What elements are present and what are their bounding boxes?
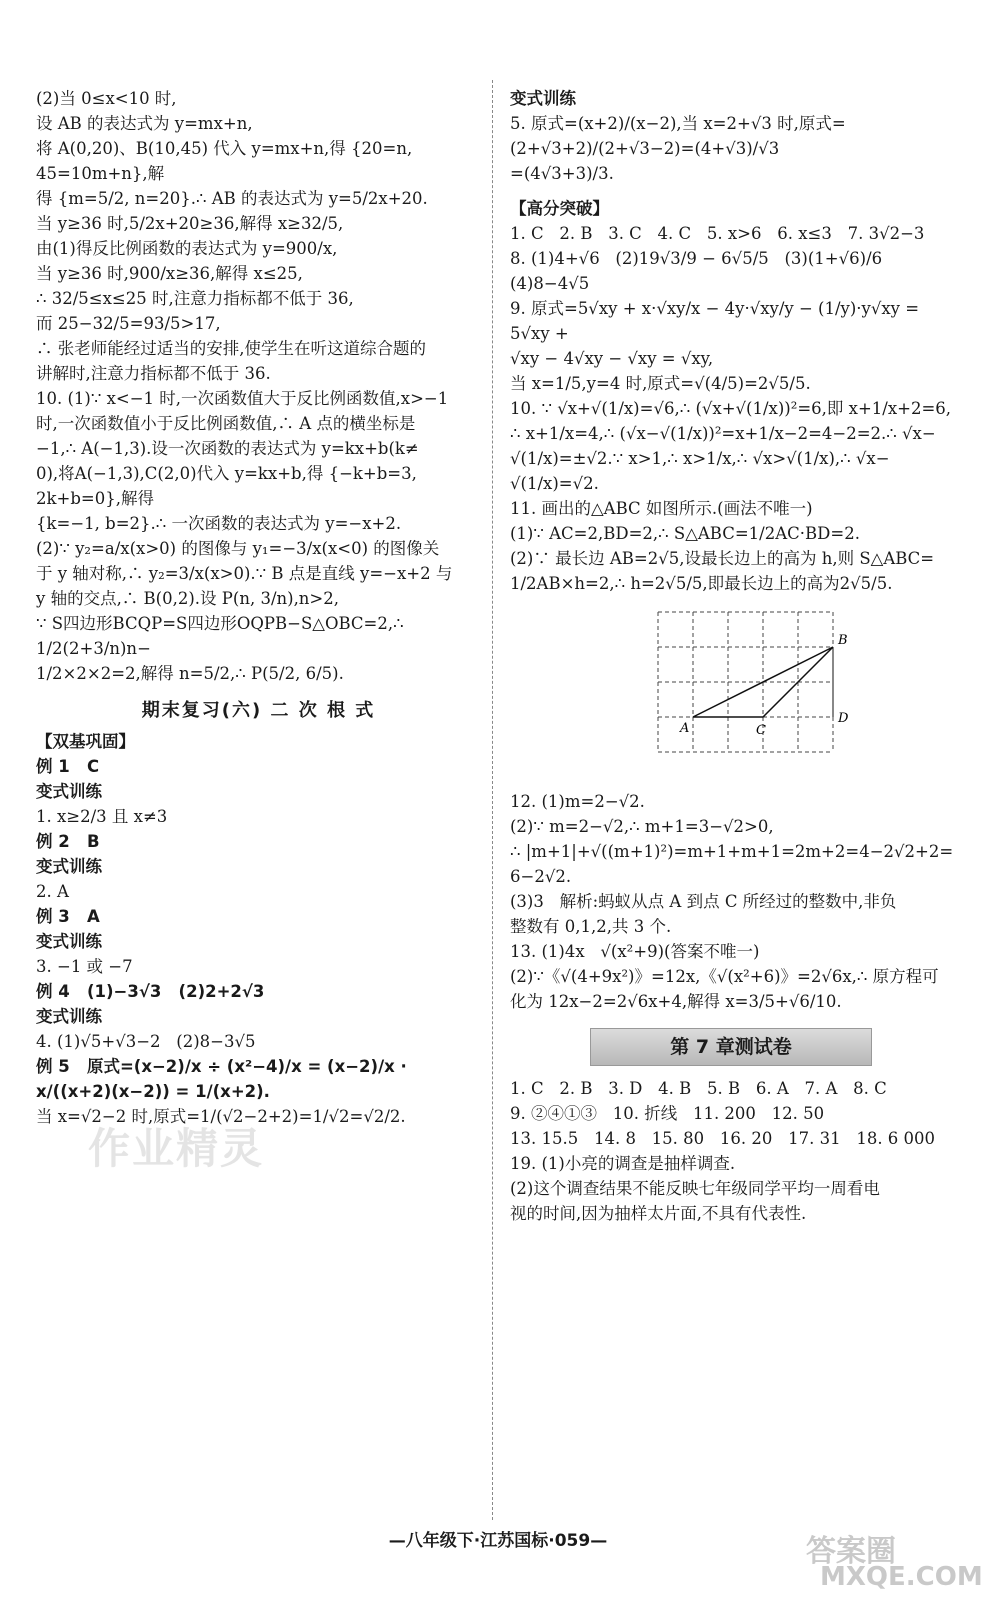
text-line: 于 y 轴对称,∴ y₂=3/x(x>0).∵ B 点是直线 y=−x+2 与 [36,564,453,583]
problems-12-13 [510,789,960,1014]
text-line: 得 {m=5/2, n=20}.∴ AB 的表达式为 y=5/2x+20. [36,189,428,208]
text-line: 9. 原式=5√xy + x·√xy/x − 4y·√xy/y − (1/y)·y√xy = 5√xy + [510,299,925,343]
right-column [510,86,960,1226]
text-line: (2)∵ y₂=a/x(x>0) 的图像与 y₁=−3/x(x<0) 的图像关 [36,539,440,558]
text-line: ∴ x+1/x=4,∴ (√x−√(1/x))²=x+1/x−2=4−2=2.∴ √x− [510,424,936,443]
left-solution-block [36,86,481,686]
text-line: (3)3 解析:蚂蚁从点 A 到点 C 所经过的整数中,非负 [510,892,897,911]
left-column [36,86,481,1129]
text-line: 10. ∵ √x+√(1/x)=√6,∴ (√x+√(1/x))²=6,即 x+1/x+2=6, [510,399,952,418]
text-line: 13. 15.5 14. 8 15. 80 16. 20 17. 31 18. 6 000 [510,1129,936,1148]
text-line: ∵ S四边形BCQP=S四边形OQPB−S△OBC=2,∴ 1/2(2+3/n)n− [36,614,409,658]
text-line: 2. A [36,882,69,901]
text-line: 当 x=1/5,y=4 时,原式=√(4/5)=2√5/5. [510,374,811,393]
label-a: A [680,721,690,736]
text-line: 9. ②④①③ 10. 折线 11. 200 12. 50 [510,1104,825,1123]
text-line: 1/2AB×h=2,∴ h=2√5/5,即最长边上的高为2√5/5. [510,574,893,593]
text-line: 13. (1)4x √(x²+9)(答案不唯一) [510,942,760,961]
text-line: ∴ 32/5≤x≤25 时,注意力指标都不低于 36, [36,289,354,308]
basics-answers [36,754,481,1129]
label-c: C [756,723,766,738]
text-line: 10. (1)∵ x<−1 时,一次函数值大于反比例函数值,x>−1 [36,389,449,408]
text-line: 整数有 0,1,2,共 3 个. [510,917,672,936]
text-line: =(4√3+3)/3. [510,164,614,183]
text-line: 变式训练 [36,857,102,876]
text-line: {k=−1, b=2}.∴ 一次函数的表达式为 y=−x+2. [36,514,402,533]
text-line: √(1/x)=±√2.∵ x>1,∴ x>1/x,∴ √x>√(1/x),∴ √x− [510,449,890,468]
text-line: ∴ |m+1|+√((m+1)²)=m+1+m+1=2m+2=4−2√2+2= [510,842,954,861]
watermark-zuoye: 作业精灵 [88,1124,265,1173]
text-line: 讲解时,注意力指标都不低于 36. [36,364,271,383]
variant-training-block [510,86,960,186]
text-line: 3. −1 或 −7 [36,957,133,976]
text-line: 8. (1)4+√6 (2)19√3/9 − 6√5/5 (3)(1+√6)/6 (4)8−4√5 [510,249,898,293]
text-line: √xy − 4√xy − √xy = √xy, [510,349,714,368]
text-line: 11. 画出的△ABC 如图所示.(画法不唯一) [510,499,813,518]
text-line: 时,一次函数值小于反比例函数值,∴ A 点的横坐标是 [36,414,416,433]
text-line: 而 25−32/5=93/5>17, [36,314,221,333]
text-line: (2)∵《√(4+9x²)》=12x,《√(x²+6)》=2√6x,∴ 原方程可 [510,967,939,986]
label-b: B [838,633,848,648]
text-line: 当 y≥36 时,900/x≥36,解得 x≤25, [36,264,303,283]
text-line: y 轴的交点,∴ B(0,2).设 P(n, 3/n),n>2, [36,589,340,608]
text-line: 变式训练 [36,932,102,951]
text-line: 将 A(0,20)、B(10,45) 代入 y=mx+n,得 {20=n, 45=10m+n},解 [36,139,418,183]
text-line: 1. C 2. B 3. D 4. B 5. B 6. A 7. A 8. C [510,1079,887,1098]
chapter-test-answers [510,1076,960,1226]
text-line: 化为 12x−2=2√6x+4,解得 x=3/5+√6/10. [510,992,842,1011]
text-line: (2)当 0≤x<10 时, [36,89,177,108]
text-line: ∴ 张老师能经过适当的安排,使学生在听这道综合题的 [36,339,426,358]
text-line: 例 2 B [36,832,100,851]
text-line: 0),将A(−1,3),C(2,0)代入 y=kx+b,得 {−k+b=3, 2k+b=0},解得 [36,464,423,508]
text-line: (2)∵ m=2−√2,∴ m+1=3−√2>0, [510,817,774,836]
text-line: 4. (1)√5+√3−2 (2)8−3√5 [36,1032,256,1051]
text-line: 1. x≥2/3 且 x≠3 [36,807,168,826]
label-d: D [838,711,849,726]
text-line: 变式训练 [36,1007,102,1026]
text-line: −1,∴ A(−1,3).设一次函数的表达式为 y=kx+b(k≠ [36,439,419,458]
breakthrough-answers [510,221,960,596]
text-line: 由(1)得反比例函数的表达式为 y=900/x, [36,239,338,258]
text-line: 例 3 A [36,907,100,926]
text-line: 12. (1)m=2−√2. [510,792,645,811]
text-line: (1)∵ AC=2,BD=2,∴ S△ABC=1/2AC·BD=2. [510,524,860,543]
text-line: 例 1 C [36,757,100,776]
text-line: 设 AB 的表达式为 y=mx+n, [36,114,253,133]
text-line: 5. 原式=(x+2)/(x−2),当 x=2+√3 时,原式=(2+√3+2)/(2+√3−2)=(4+√3)/√3 [510,114,846,158]
text-line: (2)∵ 最长边 AB=2√5,设最长边上的高为 h,则 S△ABC= [510,549,935,568]
column-divider [492,80,493,1520]
watermark-daan: 答案圈 [806,1534,896,1569]
text-line: 当 x=√2−2 时,原式=1/(√2−2+2)=1/√2=√2/2. [36,1107,406,1126]
text-line: 6−2√2. [510,867,572,886]
section-title: 期末复习(六) 二 次 根 式 [141,700,376,721]
text-line: 当 y≥36 时,5/2x+20≥36,解得 x≥32/5, [36,214,344,233]
text-line: 1/2×2×2=2,解得 n=5/2,∴ P(5/2, 6/5). [36,664,344,683]
triangle-grid-figure [650,604,960,781]
text-line: 视的时间,因为抽样太片面,不具有代表性. [510,1204,807,1223]
basics-tag: 【双基巩固】 [36,732,135,751]
text-line: 19. (1)小亮的调查是抽样调查. [510,1154,736,1173]
text-line: 变式训练 [36,782,102,801]
text-line: 例 4 (1)−3√3 (2)2+2√3 [36,982,265,1001]
text-line: 例 5 原式=(x−2)/x ÷ (x²−4)/x = (x−2)/x · x/((x+2)(x−2)) = 1/(x+2). [36,1057,413,1101]
text-line: (2)这个调查结果不能反映七年级同学平均一周看电 [510,1179,880,1198]
page-footer: —八年级下·江苏国标·059— [388,1531,608,1551]
text-line: 1. C 2. B 3. C 4. C 5. x>6 6. x≤3 7. 3√2−3 [510,224,925,243]
text-line: 变式训练 [510,89,576,108]
text-line: √(1/x)=√2. [510,474,599,493]
breakthrough-tag: 【高分突破】 [510,199,609,218]
watermark-url: MXQE.COM [820,1562,983,1592]
grid-svg [650,604,850,774]
chapter-test-banner: 第 7 章测试卷 [590,1028,872,1066]
